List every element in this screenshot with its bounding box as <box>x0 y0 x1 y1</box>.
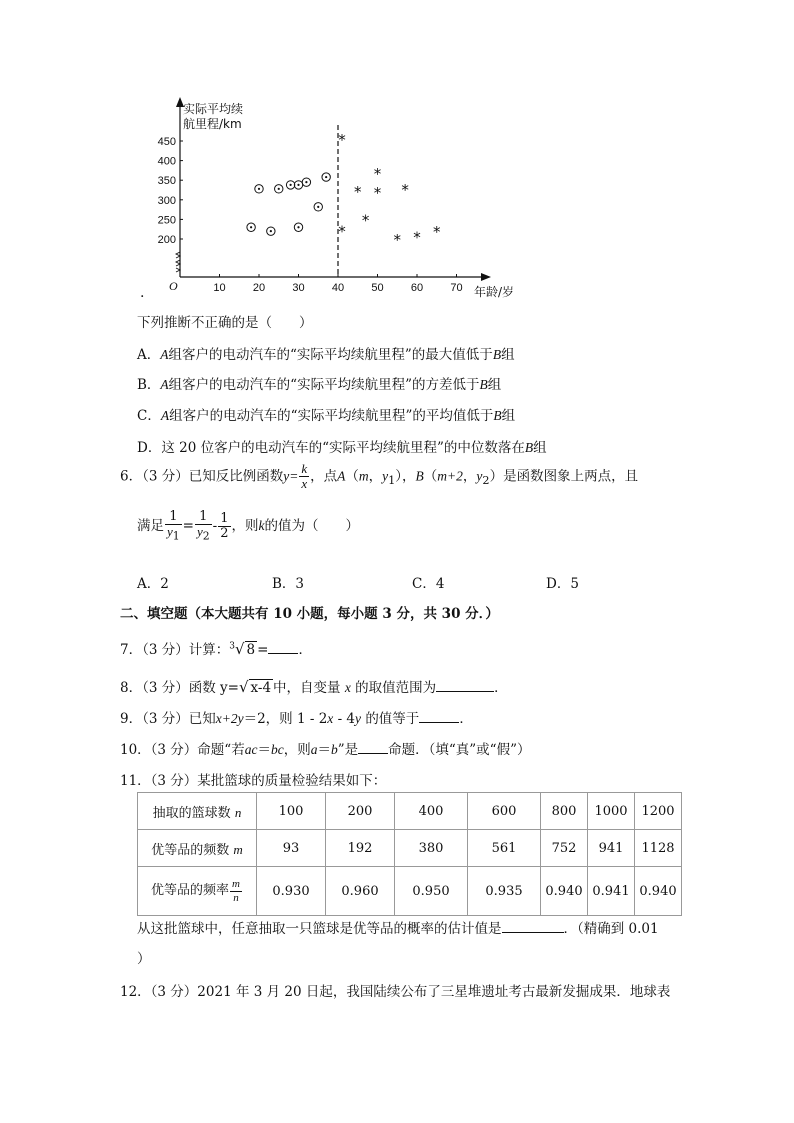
table-cell: 0.940 <box>541 867 588 916</box>
table-cell: 1128 <box>635 830 682 867</box>
x-tick-label: 40 <box>331 282 345 294</box>
table-cell: 100 <box>257 793 326 830</box>
q9: 9．（3 分）已知x+2y＝2，则 1 - 2x - 4y 的值等于 ． <box>120 711 473 727</box>
x-tick-label: 20 <box>252 282 266 294</box>
q12: 12．（3 分）2021 年 3 月 20 日起，我国陆续公布了三星堆遗址考古最新发掘成果．地球表 <box>120 984 671 1000</box>
chart-origin: O <box>169 279 178 293</box>
x-tick-label: 60 <box>410 282 424 294</box>
group-b-point: * <box>433 223 441 242</box>
table-cell: 0.935 <box>468 867 541 916</box>
table-cell: 600 <box>468 793 541 830</box>
table-row <box>138 867 682 916</box>
q6-option-c: C．4 <box>412 576 445 592</box>
q11-after: 从这批篮球中，任意抽取一只篮球是优等品的概率的估计值是 ．（精确到 0.01 <box>137 921 659 937</box>
group-b-point: * <box>354 183 362 202</box>
table-cell: 0.960 <box>326 867 395 916</box>
quality-table <box>137 792 682 916</box>
y-tick-label: 350 <box>157 175 176 188</box>
q5-option-a: A．A组客户的电动汽车的“实际平均续航里程”的最大值低于B组 <box>137 347 515 363</box>
q6-option-d: D．5 <box>546 576 579 592</box>
group-b-point: * <box>338 222 346 241</box>
group-a-point-center <box>270 230 272 232</box>
group-a-point-center <box>317 206 319 208</box>
q6-option-a: A．2 <box>137 576 169 592</box>
chart-xlabel: 年龄/岁 <box>474 285 515 299</box>
stray-dot: . <box>140 285 145 301</box>
group-a-point-center <box>250 226 252 228</box>
table-header: 优等品的频数 m <box>138 830 257 867</box>
table-cell: 1000 <box>588 793 635 830</box>
q6-option-b: B．3 <box>272 576 305 592</box>
y-tick-label: 200 <box>157 234 176 246</box>
group-b-point: * <box>373 183 382 202</box>
group-b-point: * <box>373 165 382 184</box>
q5-stem: 下列推断不正确的是（ ） <box>137 315 313 331</box>
group-a-point-center <box>258 188 260 190</box>
group-b-point: * <box>401 180 409 199</box>
table-header: 优等品的频率 $\frac{m}{n}$ <box>138 867 257 916</box>
group-a-point-center <box>290 184 292 186</box>
q6-line1: 6．（3 分）已知反比例函数y= $\frac{k}{x}$ ，点A（m，$y_1$），B（m+2，$y_2$）是函数图象上两点，且 <box>120 461 639 492</box>
q11-after-close: ） <box>137 951 151 967</box>
group-b-point: * <box>338 131 346 150</box>
q8: 8．（3 分）函数 y=√ x-4 中，自变量 x 的取值范围为 ． <box>120 678 508 696</box>
chart-ylabel-line2: 航里程/km <box>183 117 242 131</box>
x-axis-arrow <box>481 273 491 281</box>
q5-option-b: B．A组客户的电动汽车的“实际平均续航里程”的方差低于B组 <box>137 377 502 393</box>
q7: 7．（3 分）计算：$^3$√ 8 = ． <box>120 640 312 658</box>
group-b-point: * <box>413 228 421 247</box>
table-row <box>138 830 682 867</box>
y-tick-label: 450 <box>157 136 176 148</box>
y-tick-label: 300 <box>157 194 176 207</box>
table-cell: 1200 <box>635 793 682 830</box>
table-cell: 800 <box>541 793 588 830</box>
group-b-point: * <box>361 211 370 230</box>
group-a-point-center <box>305 181 307 183</box>
y-tick-label: 250 <box>157 214 176 227</box>
table-cell: 200 <box>326 793 395 830</box>
q5-option-d: D．这 20 位客户的电动汽车的“实际平均续航里程”的中位数落在B组 <box>137 440 547 456</box>
table-cell: 192 <box>326 830 395 867</box>
scatter-chart <box>0 0 794 310</box>
table-cell: 0.930 <box>257 867 326 916</box>
x-tick-label: 70 <box>450 282 463 294</box>
q10: 10．（3 分）命题“若ac＝bc，则a＝b”是 命题．（填“真”或“假”） <box>120 742 531 758</box>
x-tick-label: 50 <box>371 282 384 294</box>
x-tick-label: 10 <box>213 282 226 294</box>
q11-stem: 11．（3 分）某批篮球的质量检验结果如下： <box>120 773 387 789</box>
table-cell: 941 <box>588 830 635 867</box>
group-a-point-center <box>325 176 327 178</box>
group-a-point-center <box>297 226 299 228</box>
y-tick-label: 400 <box>157 155 176 168</box>
q6-line2: 满足 $\frac{1}{y_1}$ = $\frac{1}{y_2}$ - $\frac{1}{2}$ ，则k的值为（ ） <box>137 509 359 543</box>
section-2-heading: 二、填空题（本大题共有 10 小题，每小题 3 分，共 30 分．） <box>120 606 499 622</box>
table-cell: 380 <box>395 830 468 867</box>
table-cell: 93 <box>257 830 326 867</box>
chart-ylabel-line1: 实际平均续 <box>183 102 244 116</box>
table-row <box>138 793 682 830</box>
table-cell: 561 <box>468 830 541 867</box>
table-cell: 0.941 <box>588 867 635 916</box>
group-a-point-center <box>278 188 280 190</box>
table-cell: 0.940 <box>635 867 682 916</box>
table-cell: 752 <box>541 830 588 867</box>
x-tick-label: 30 <box>292 282 305 294</box>
group-b-point: * <box>393 231 401 249</box>
group-a-point-center <box>297 184 299 186</box>
table-header: 抽取的篮球数 n <box>138 793 257 830</box>
q5-option-c: C．A组客户的电动汽车的“实际平均续航里程”的平均值低于B组 <box>137 408 516 424</box>
table-cell: 400 <box>395 793 468 830</box>
table-cell: 0.950 <box>395 867 468 916</box>
